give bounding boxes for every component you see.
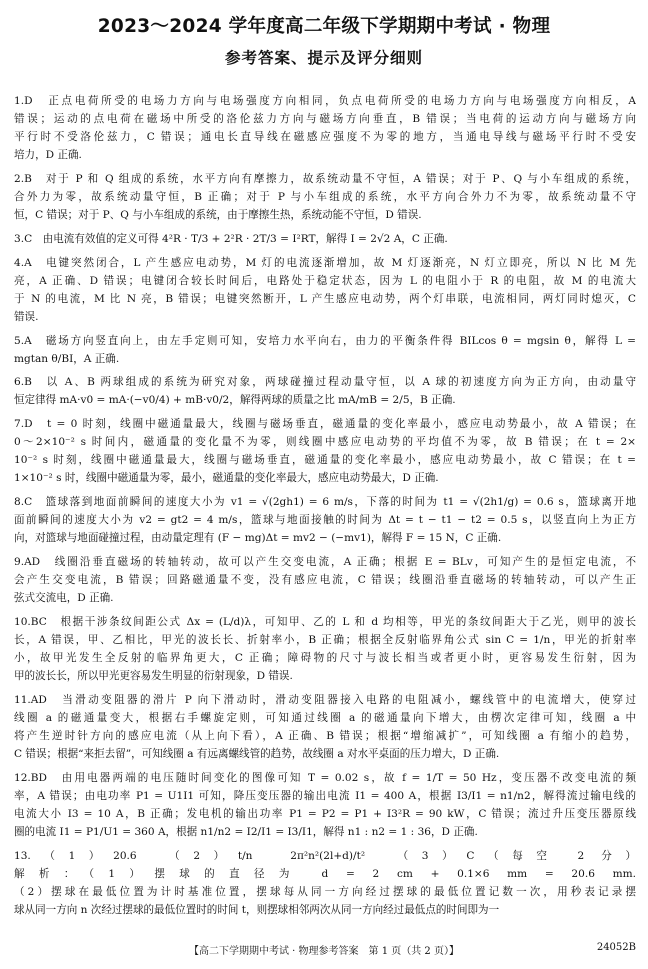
page-title: 2023～2024 学年度高二年级下学期期中考试 · 物理 — [97, 16, 551, 37]
answer-line: 9.AD 线圈沿垂直磁场的转轴转动，故可以产生交变电流，A 正确；根据 E = BLv，可知产生的是恒定电流，不 — [14, 555, 636, 568]
answer-line: 4.A 电键突然闭合，L 产生感应电动势，M 灯的电流逐渐增加，故 M 灯逐渐亮，N 灯立即亮，所以 N 比 M 先 — [14, 256, 636, 269]
answer-item — [14, 613, 636, 685]
answer-item — [14, 332, 636, 368]
answer-item — [14, 691, 636, 763]
answer-line: 甲的波长长，所以甲光更容易发生明显的衍射现象，D 错误. — [14, 670, 293, 683]
answer-item — [14, 553, 636, 607]
answer-line: 恒定律得 mA·v0 = mA·(−v0/4) + mB·v0/2，解得两球的质量之比 mA/mB = 2/5，B 正确. — [14, 394, 456, 407]
answer-item — [14, 373, 636, 409]
answer-line: 2.B 对于 P 和 Q 组成的系统，水平方向有摩擦力，故系统动量不守恒，A 错误；对于 P、Q 与小车组成的系统， — [14, 172, 636, 185]
answer-line: 1.D 正点电荷所受的电场力方向与电场强度方向相同，负点电荷所受的电场力方向与电场强度方向相反，A — [14, 95, 636, 107]
answer-item — [14, 415, 636, 487]
answer-item — [14, 769, 636, 841]
answer-line: 0～2×10⁻² s 时间内，磁通量的变化量不为零，则线圈中感应电动势的平均值不为零，故 B 错误；在 t = 2× — [14, 436, 636, 449]
answer-line: 11.AD 当滑动变阻器的滑片 P 向下滑动时，滑动变阻器接入电路的电阻减小，螺线管中的电流增大，使穿过 — [14, 693, 636, 706]
answer-line: 5.A 磁场方向竖直向上，由左手定则可知，安培力水平向右，由力的平衡条件得 BILcos θ = mgsin θ，解得 L = — [14, 334, 636, 347]
answer-line: 线圈 a 的磁通量变大，根据右手螺旋定则，可知通过线圈 a 的磁通量向下增大，由楞次定律可知，线圈 a 中 — [14, 711, 636, 724]
footer-page-info: 【高二下学期期中考试 · 物理参考答案 第 1 页（共 2 页）】 — [189, 946, 459, 957]
answer-line: 错误. — [14, 310, 39, 323]
answer-item — [14, 170, 636, 224]
answer-line: 8.C 篮球落到地面前瞬间的速度大小为 v1 = √(2gh1) = 6 m/s，下落的时间为 t1 = √(2h1/g) = 0.6 s，篮球离开地 — [14, 496, 636, 509]
answer-line: 率，A 错误；由电功率 P1 = U1I1 可知，降压变压器的输出电流 I1 = 400 A，根据 I3/I1 = n1/n2，解得流过输电线的 — [14, 789, 636, 802]
answer-line: 7.D t = 0 时刻，线圈中磁通量最大，线圈与磁场垂直，磁通量的变化率最小，感应电动势最小，故 A 错误；在 — [14, 418, 636, 431]
answer-line: 培力，D 正确. — [14, 149, 82, 162]
answer-line: 于 N 的电流，M 比 N 亮，B 错误；电键突然断开，L 产生感应电动势，两个灯串联，电流相同，两灯同时熄灭，C — [14, 292, 636, 305]
answer-item — [14, 92, 636, 164]
answer-line: C 错误；根据“来拒去留”，可知线圈 a 有远离螺线管的趋势，故线圈 a 对水平桌面的压力增大，D 正确. — [14, 748, 500, 761]
answer-line: 电流大小 I3 = 10 A，B 正确；发电机的输出功率 P1 = P2 = P1 + I3²R = 90 kW，C 错误；流过升压变压器原线 — [14, 807, 636, 820]
answer-line: 3.C 由电流有效值的定义可得 4²R · T/3 + 2²R · 2T/3 = I²RT，解得 I = 2√2 A，C 正确. — [14, 232, 448, 245]
answer-line: 13.（1）20.6 （2）t/n 2π²n²(2l+d)/t² （3）C（每空 2 分） — [14, 849, 636, 862]
answer-line: 平行时不受洛伦兹力，C 错误；通电长直导线在磁感应强度不为零的地方，当通电导线与磁场平行时不受安 — [14, 131, 636, 144]
page-footer — [0, 942, 648, 956]
answer-line: 球从同一方向 n 次经过摆球的最低位置时的时间 t，则摆球相邻两次从同一方向经过最低点的时间即为一 — [14, 903, 500, 916]
answer-line: 6.B 以 A、B 两球组成的系统为研究对象，两球碰撞过程动量守恒，以 A 球的初速度方向为正方向，由动量守 — [14, 376, 636, 389]
answer-line: 圈的电流 I1 = P1/U1 = 360 A，根据 n1/n2 = I2/I1 = I3/I1，解得 n1 : n2 = 1 : 36，D 正确. — [14, 826, 478, 838]
answer-line: 10⁻² s 时刻，线圈中磁通量最大，线圈与磁场垂直，磁通量的变化率最小，感应电动势最小，故 C 错误；在 t = — [14, 454, 636, 467]
answer-line: （2）摆球在最低位置为计时基准位置，摆球每从同一方向经过摆球的最低位置记数一次，用秒表记录摆 — [14, 885, 636, 898]
answer-line: 合外力为零，故系统动量守恒，B 正确；对于 P 与小车组成的系统，水平方向合外力不为零，故系统动量不守 — [14, 191, 636, 204]
footer-paper-code: 24052B — [596, 942, 636, 953]
answer-line: 向，对篮球与地面碰撞过程，由动量定理有 (F − mg)Δt = mv2 − (−mv1)，解得 F = 15 N，C 正确. — [14, 532, 502, 545]
answer-item — [14, 493, 636, 547]
answer-line: 12.BD 由用电器两端的电压随时间变化的图像可知 T = 0.02 s，故 f = 1/T = 50 Hz，变压器不改变电流的频 — [14, 771, 636, 784]
answer-line: 长，A 错误，甲、乙相比，甲光的波长长、折射率小，B 正确；根据全反射临界角公式 sin C = 1/n，甲光的折射率 — [14, 633, 636, 646]
page-subtitle: 参考答案、提示及评分细则 — [224, 49, 423, 67]
answer-item — [14, 254, 636, 326]
answer-line: 面前瞬间的速度大小为 v2 = gt2 = 4 m/s，篮球与地面接触的时间为 Δt = t − t1 − t2 = 0.5 s，以竖直向上为正方 — [14, 514, 636, 527]
answer-line: 会产生交变电流，B 错误；回路磁通量不变，没有感应电流，C 错误；线圈沿垂直磁场的转轴转动，可以产生正 — [14, 574, 636, 586]
answer-item — [14, 847, 636, 919]
answer-line: 恒，C 错误；对于 P、Q 与小车组成的系统，由于摩擦生热，系统动能不守恒，D 错误. — [14, 209, 422, 222]
answer-line: 错误；运动的点电荷在磁场中所受的洛伦兹力方向与磁场方向垂直，B 错误；当电荷的运动方向与磁场方向 — [14, 113, 636, 126]
answer-item — [14, 230, 636, 248]
answer-line: 解析：（1）摆球的直径为 d = 2 cm + 0.1×6 mm = 20.6 mm. — [14, 867, 636, 880]
answer-list — [14, 92, 636, 925]
answer-line: 10.BC 根据干涉条纹间距公式 Δx = (L/d)λ，可知甲、乙的 L 和 d 均相等，甲光的条纹间距大于乙光，则甲的波长 — [14, 615, 636, 628]
answer-line: 弦式交流电，D 正确. — [14, 592, 114, 605]
answer-line: 1×10⁻² s 时，线圈中磁通量为零，最小，磁通量的变化率最大，感应电动势最大，D 正确. — [14, 472, 439, 485]
answer-line: 小，故甲光发生全反射的临界角更大，C 正确；障碍物的尺寸与波长相当或者更小时，更容易发生衍射，因为 — [14, 651, 636, 664]
answer-line: mgtan θ/BI，A 正确. — [14, 352, 120, 365]
answer-line: 将产生逆时针方向的感应电流（从上向下看），A 正确、B 错误；根据“增缩减扩”，可知线圈 a 有缩小的趋势， — [14, 729, 636, 742]
answer-line: 亮，A 正确、D 错误；电键闭合较长时间后，电路处于稳定状态，因为 L 的电阻小于 R 的电阻，故 M 的电流大 — [14, 274, 636, 287]
